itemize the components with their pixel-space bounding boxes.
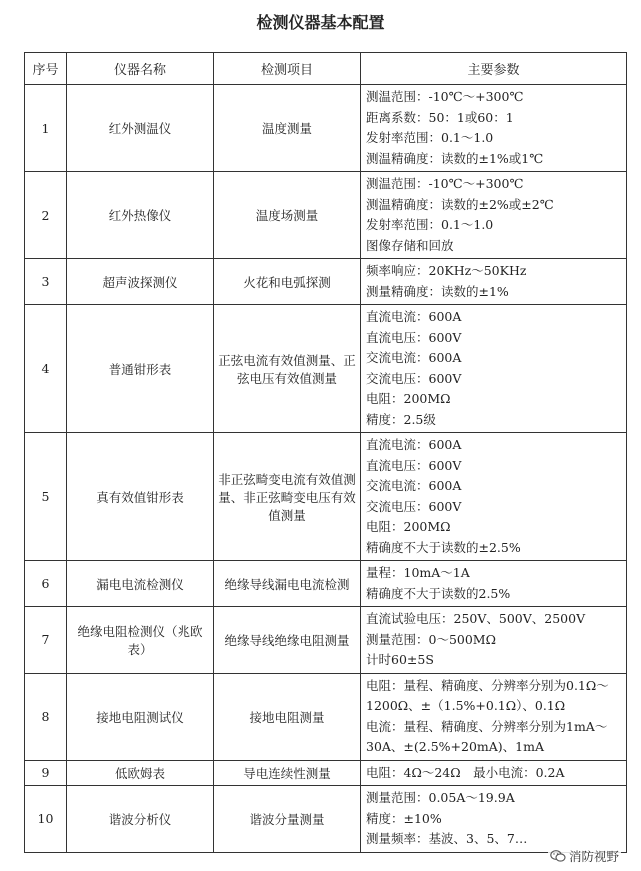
- instrument-name: 真有效值钳形表: [67, 433, 214, 561]
- param-line: 测温精确度：读数的±2%或±2℃: [366, 196, 554, 212]
- row-number: 2: [25, 172, 67, 259]
- param-line: 电阻：200MΩ: [366, 519, 451, 534]
- param-line: 1200Ω、±（1.5%+0.1Ω）、0.1Ω: [366, 698, 566, 713]
- test-item: 谐波分量测量: [214, 786, 361, 853]
- watermark-text: 消防视野: [568, 849, 619, 864]
- param-line: 计时60±5S: [366, 652, 434, 667]
- param-line: 测温范围：-10℃～+300℃: [366, 176, 524, 191]
- row-number: 4: [25, 305, 67, 433]
- row-number: 9: [25, 760, 67, 786]
- table-row: [25, 673, 627, 760]
- param-line: 精度：2.5级: [366, 411, 436, 427]
- watermark: [548, 847, 621, 865]
- header-item: 检测项目: [214, 53, 361, 85]
- row-number: 7: [25, 607, 67, 674]
- test-item: 正弦电流有效值测量、正弦电压有效值测量: [214, 305, 361, 433]
- table-header-row: [25, 53, 627, 85]
- param-line: 发射率范围：0.1～1.0: [366, 130, 494, 145]
- param-line: 30A、±(2.5%+20mA)、1mA: [366, 739, 545, 754]
- test-item: 绝缘导线漏电电流检测: [214, 561, 361, 607]
- table-row: [25, 433, 627, 561]
- param-line: 直流电压：600V: [366, 329, 462, 345]
- param-line: 交流电压：600V: [366, 370, 462, 386]
- table-row: [25, 305, 627, 433]
- instrument-name: 漏电电流检测仪: [67, 561, 214, 607]
- row-number: 1: [25, 85, 67, 172]
- param-line: 电阻：量程、精确度、分辨率分别为0.1Ω～: [366, 677, 609, 693]
- instrument-name: 低欧姆表: [67, 760, 214, 786]
- param-line: 测量精确度：读数的±1%: [366, 283, 509, 299]
- instrument-name: 接地电阻测试仪: [67, 673, 214, 760]
- param-line: 发射率范围：0.1～1.0: [366, 217, 494, 232]
- row-number: 3: [25, 259, 67, 305]
- param-line: 图像存储和回放: [366, 237, 454, 253]
- param-line: 精确度不大于读数的±2.5%: [366, 539, 521, 555]
- param-line: 直流电压：600V: [366, 457, 462, 473]
- header-no: 序号: [25, 53, 67, 85]
- main-params: [361, 433, 627, 561]
- page-title: 检测仪器基本配置: [256, 13, 385, 32]
- test-item: 接地电阻测量: [214, 673, 361, 760]
- param-line: 距离系数：50：1或60：1: [366, 109, 514, 125]
- main-params: [361, 673, 627, 760]
- main-params: [361, 760, 627, 786]
- main-params: [361, 172, 627, 259]
- table-row: [25, 259, 627, 305]
- header-name: 仪器名称: [67, 53, 214, 85]
- param-line: 测量范围：0.05A～19.9A: [366, 790, 515, 805]
- test-item: 非正弦畸变电流有效值测量、非正弦畸变电压有效值测量: [214, 433, 361, 561]
- instrument-name: 超声波探测仪: [67, 259, 214, 305]
- param-line: 精度：±10%: [366, 810, 442, 826]
- param-line: 测温范围：-10℃～+300℃: [366, 89, 524, 104]
- table-row: [25, 607, 627, 674]
- row-number: 5: [25, 433, 67, 561]
- param-line: 交流电压：600V: [366, 498, 462, 514]
- param-line: 精确度不大于读数的2.5%: [366, 585, 511, 601]
- main-params: [361, 85, 627, 172]
- param-line: 频率响应：20KHz～50KHz: [366, 263, 527, 278]
- param-line: 电阻：4Ω～24Ω 最小电流：0.2A: [366, 764, 565, 780]
- param-line: 交流电流：600A: [366, 478, 462, 493]
- table-row: [25, 561, 627, 607]
- main-params: [361, 305, 627, 433]
- table-row: [25, 172, 627, 259]
- row-number: 6: [25, 561, 67, 607]
- param-line: 测温精确度：读数的±1%或1℃: [366, 150, 544, 166]
- param-line: 电流：量程、精确度、分辨率分别为1mA～: [366, 718, 608, 734]
- param-line: 测量范围：0～500MΩ: [366, 631, 496, 647]
- test-item: 温度场测量: [214, 172, 361, 259]
- param-line: 交流电流：600A: [366, 350, 462, 365]
- main-params: [361, 607, 627, 674]
- row-number: 10: [25, 786, 67, 853]
- instrument-name: 红外热像仪: [67, 172, 214, 259]
- wechat-icon: [550, 850, 566, 862]
- table-row: [25, 85, 627, 172]
- main-params: [361, 259, 627, 305]
- test-item: 绝缘导线绝缘电阻测量: [214, 607, 361, 674]
- table-row: [25, 786, 627, 853]
- test-item: 温度测量: [214, 85, 361, 172]
- param-line: 电阻：200MΩ: [366, 391, 451, 406]
- main-params: [361, 786, 627, 853]
- param-line: 测量频率：基波、3、5、7…: [366, 831, 528, 846]
- instrument-table: [24, 52, 627, 853]
- param-line: 量程：10mA～1A: [366, 565, 470, 580]
- instrument-name: 普通钳形表: [67, 305, 214, 433]
- instrument-name: 红外测温仪: [67, 85, 214, 172]
- param-line: 直流电流：600A: [366, 437, 462, 452]
- main-params: [361, 561, 627, 607]
- test-item: 导电连续性测量: [214, 760, 361, 786]
- table-row: [25, 760, 627, 786]
- header-params: 主要参数: [361, 53, 627, 85]
- instrument-name: 谐波分析仪: [67, 786, 214, 853]
- instrument-name: 绝缘电阻检测仪（兆欧表）: [67, 607, 214, 674]
- table-body: [25, 85, 627, 853]
- row-number: 8: [25, 673, 67, 760]
- param-line: 直流电流：600A: [366, 309, 462, 324]
- test-item: 火花和电弧探测: [214, 259, 361, 305]
- param-line: 直流试验电压：250V、500V、2500V: [366, 611, 586, 626]
